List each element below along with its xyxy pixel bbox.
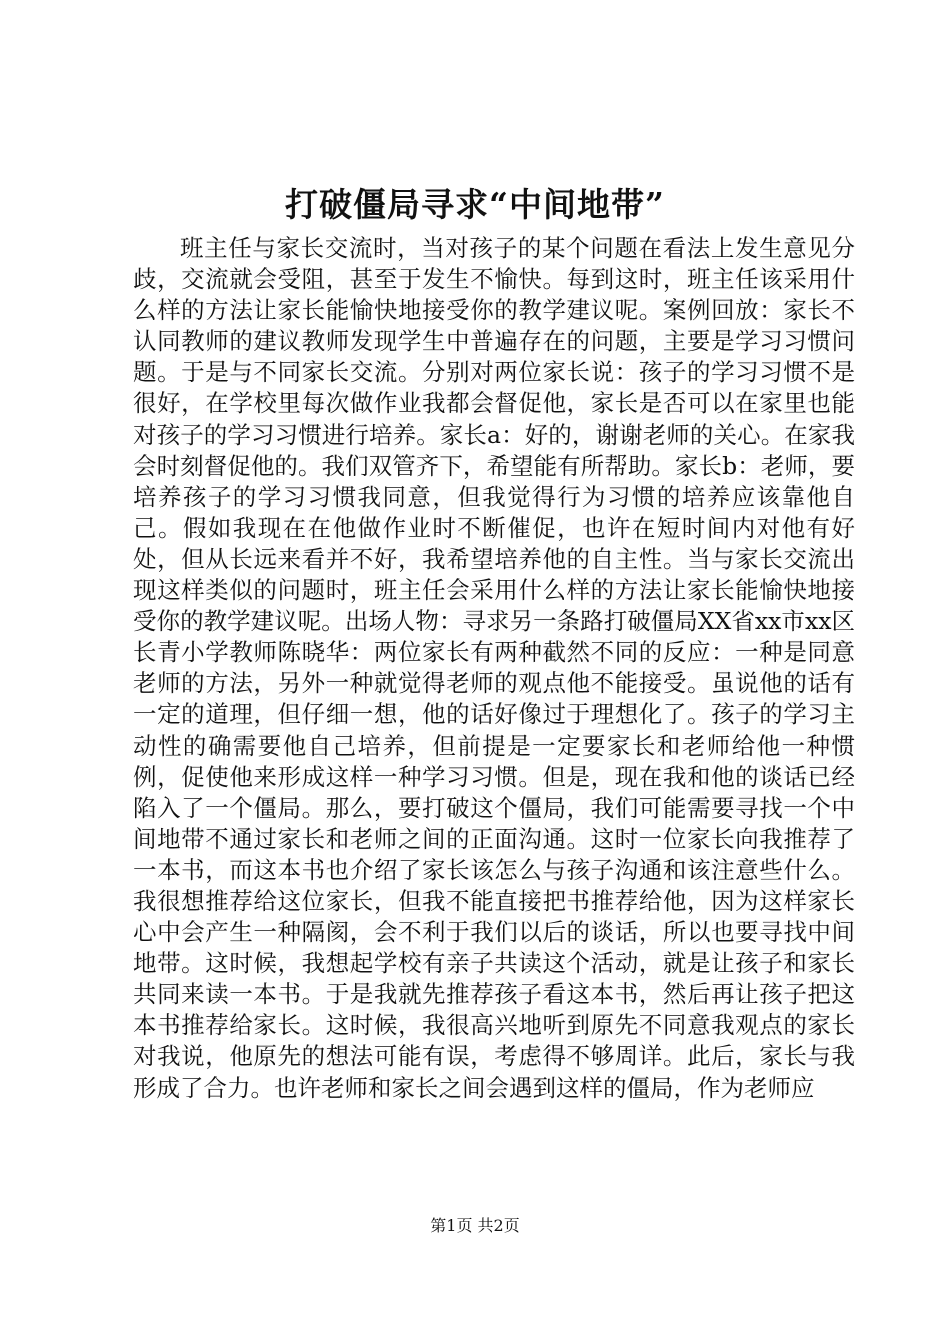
page-footer: 第1页 共2页	[430, 1216, 520, 1235]
document-body-paragraph: 班主任与家长交流时，当对孩子的某个问题在看法上发生意见分歧，交流就会受阻，甚至于发生不愉快。每到这时，班主任该采用什么样的方法让家长能愉快地接受你的教学建议呢。案例回放：家长不认同教师的建议教师发现学生中普遍存在的问题，主要是学习习惯问题。于是与不同家长交流。分别对两位家长说：孩子的学习习惯不是很好，在学校里每次做作业我都会督促他，家长是否可以在家里也能对孩子的学习习惯进行培养。家长a：好的，谢谢老师的关心。在家我会时刻督促他的。我们双管齐下，希望能有所帮助。家长b：老师，要培养孩子的学习习惯我同意，但我觉得行为习惯的培养应该靠他自己。假如我现在在他做作业时不断催促，也许在短时间内对他有好处，但从长远来看并不好，我希望培养他的自主性。当与家长交流出现这样类似的问题时，班主任会采用什么样的方法让家长能愉快地接受你的教学建议呢。出场人物：寻求另一条路打破僵局XX省xx市xx区长青小学教师陈晓华：两位家长有两种截然不同的反应：一种是同意老师的方法，另外一种就觉得老师的观点他不能接受。虽说他的话有一定的道理，但仔细一想，他的话好像过于理想化了。孩子的学习主动性的确需要他自己培养，但前提是一定要家长和老师给他一种惯例，促使他来形成这样一种学习习惯。但是，现在我和他的谈话已经陷入了一个僵局。那么，要打破这个僵局，我们可能需要寻找一个中间地带不通过家长和老师之间的正面沟通。这时一位家长向我推荐了一本书，而这本书也介绍了家长该怎么与孩子沟通和该注意些什么。我很想推荐给这位家长，但我不能直接把书推荐给他，因为这样家长心中会产生一种隔阂，会不利于我们以后的谈话，所以也要寻找中间地带。这时候，我想起学校有亲子共读这个活动，就是让孩子和家长共同来读一本书。于是我就先推荐孩子看这本书，然后再让孩子把这本书推荐给家长。这时候，我很高兴地听到原先不同意我观点的家长对我说，他原先的想法可能有误，考虑得不够周详。此后，家长与我形成了合力。也许老师和家长之间会遇到这样的僵局，作为老师应	[133, 234, 855, 1102]
document-title: 打破僵局寻求“中间地带”	[285, 185, 665, 224]
